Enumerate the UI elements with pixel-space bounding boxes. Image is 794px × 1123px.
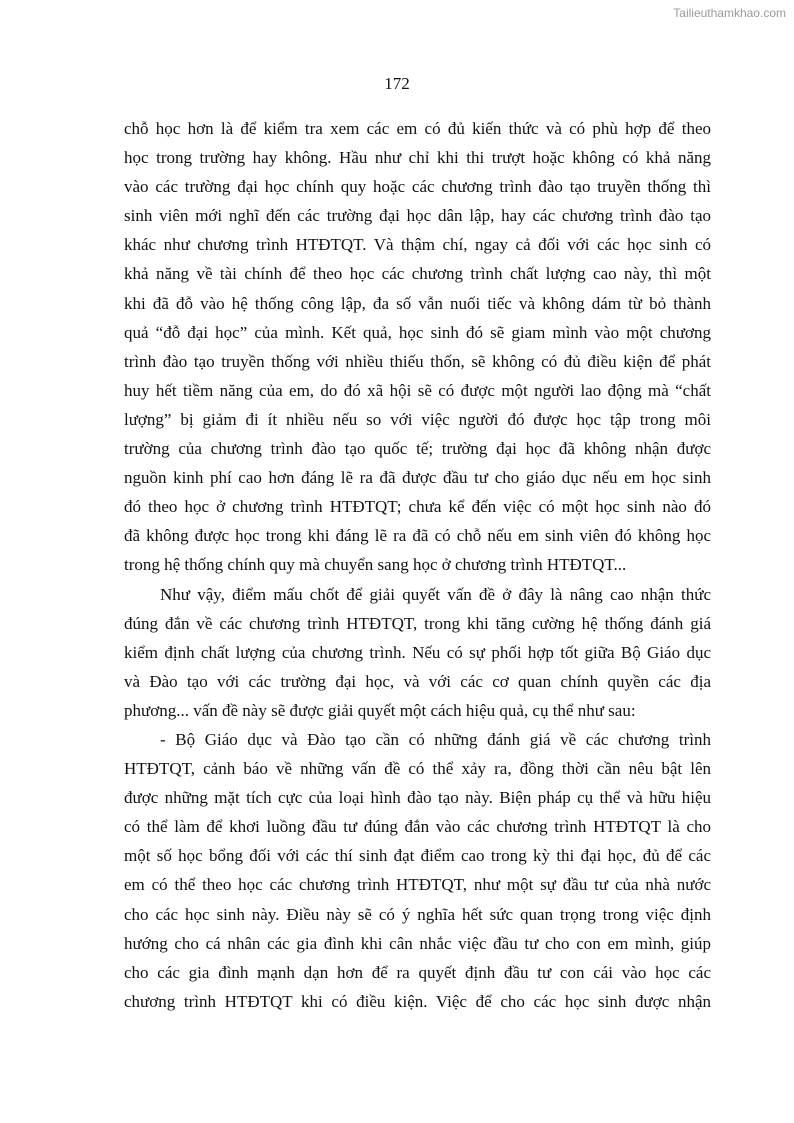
text-line: có thể làm để khơi luồng đầu tư đúng đắn vào các chương trình HTĐTQT là cho (124, 817, 711, 837)
page-number: 172 (384, 74, 410, 93)
text-line: một số học bổng đối với các thí sinh đạt điểm cao trong kỳ thi đại học, đủ để các (124, 846, 711, 866)
text-line: đã không được học trong khi đáng lẽ ra đã có chỗ nếu em sinh viên đó không học (124, 526, 711, 546)
body-text (124, 114, 711, 1016)
text-line: cho các học sinh này. Điều này sẽ có ý nghĩa hết sức quan trọng trong việc định (124, 904, 711, 924)
text-line: trong hệ thống chính quy mà chuyển sang học ở chương trình HTĐTQT... (124, 555, 627, 575)
text-line: nguồn kinh phí cao hơn đáng lẽ ra đã được đầu tư cho giáo dục nếu em học sinh (124, 468, 711, 488)
text-line: em có thể theo học các chương trình HTĐTQT, như một sự đầu tư của nhà nước (124, 875, 711, 895)
text-line: - Bộ Giáo dục và Đào tạo cần có những đánh giá về các chương trình (160, 729, 711, 749)
text-line: học trong trường hay không. Hầu như chỉ khi thi trượt hoặc không có khả năng (124, 148, 711, 168)
text-line: cho các gia đình mạnh dạn hơn để ra quyết định đầu tư con cái vào học các (124, 962, 711, 982)
text-line: kiểm định chất lượng của chương trình. Nếu có sự phối hợp tốt giữa Bộ Giáo dục (124, 642, 711, 662)
text-line: HTĐTQT, cảnh báo về những vấn đề có thể xảy ra, đồng thời cần nêu bật lên (124, 759, 711, 779)
text-line: phương... vấn đề này sẽ được giải quyết một cách hiệu quả, cụ thể như sau: (124, 700, 636, 720)
text-line: sinh viên mới nghĩ đến các trường đại học dân lập, hay các chương trình đào tạo (124, 206, 711, 226)
text-line: chương trình HTĐTQT khi có điều kiện. Việc để cho các học sinh được nhận (124, 991, 711, 1011)
text-line: quả “đỗ đại học” của mình. Kết quả, học sinh đó sẽ giam mình vào một chương (124, 322, 711, 342)
text-line: khả năng về tài chính để theo học các chương trình chất lượng cao này, thì một (124, 264, 711, 284)
text-line: khác như chương trình HTĐTQT. Và thậm chí, ngay cả đối với các học sinh có (124, 235, 711, 255)
text-line: được những mặt tích cực của loại hình đào tạo này. Biện pháp cụ thể và hữu hiệu (124, 788, 711, 808)
text-line: lượng” bị giảm đi ít nhiều nếu so với việc người đó được học tập trong môi (124, 409, 711, 429)
text-line: trình đào tạo truyền thống với nhiều thiếu thốn, sẽ không có đủ điều kiện để phát (124, 351, 711, 371)
text-line: Như vậy, điểm mấu chốt để giải quyết vấn đề ở đây là nâng cao nhận thức (160, 584, 711, 604)
text-line: đúng đắn về các chương trình HTĐTQT, trong khi tăng cường hệ thống đánh giá (124, 613, 711, 633)
text-line: vào các trường đại học chính quy hoặc các chương trình đào tạo truyền thống thì (124, 177, 711, 197)
text-line: trường của chương trình đào tạo quốc tế; trường đại học đã không nhận được (124, 439, 711, 459)
text-line: chỗ học hơn là để kiểm tra xem các em có đủ kiến thức và có phù hợp để theo (124, 119, 711, 138)
text-line: hướng cho cá nhân các gia đình khi cân nhắc việc đầu tư cho con em mình, giúp (124, 933, 711, 953)
text-line: khi đã đỗ vào hệ thống công lập, đa số vẫn nuối tiếc và không dám từ bỏ thành (124, 293, 711, 313)
text-line: đó theo học ở chương trình HTĐTQT; chưa kể đến việc có một học sinh nào đó (124, 497, 711, 517)
text-line: huy hết tiềm năng của em, do đó xã hội sẽ có được một người lao động mà “chất (124, 380, 711, 400)
text-line: và Đào tạo với các trường đại học, và với các cơ quan chính quyền các địa (124, 671, 711, 691)
watermark: Tailieuthamkhao.com (673, 6, 786, 20)
